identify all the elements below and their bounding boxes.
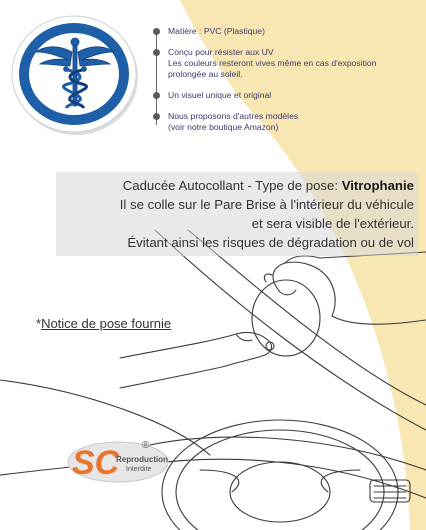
feature-text: Les couleurs resteront vives même en cas d'exposition (168, 58, 377, 68)
bullet-dot (153, 113, 160, 120)
logo-line-2: Interdite (126, 466, 152, 473)
info-line-2: Il se colle sur le Pare Brise à l'intérieur du véhicule (119, 197, 414, 212)
sc-logo-icon (66, 432, 176, 488)
feature-text: prolongée au soleil. (168, 69, 243, 79)
feature-text: (voir notre boutique Amazon) (168, 122, 279, 132)
feature-list (150, 26, 424, 143)
logo-registered-mark: ® (142, 440, 150, 451)
bullet-dot (153, 92, 160, 99)
bullet-dot (153, 49, 160, 56)
logo-letters: SC (72, 444, 120, 482)
logo-line-1: Reproduction (116, 455, 168, 464)
feature-item (150, 90, 424, 101)
installation-type: Vitrophanie (341, 178, 414, 193)
feature-item (150, 26, 424, 37)
notice-asterisk: * (36, 316, 42, 331)
feature-item (150, 47, 424, 80)
notice-label: Notice de pose fournie (41, 316, 172, 331)
feature-text: Un visuel unique et original (168, 90, 272, 100)
caduceus-sticker (6, 8, 142, 140)
installation-info-box (56, 172, 418, 256)
info-line-1-prefix: Caducée Autocollant - Type de pose: (122, 178, 342, 193)
windshield-installation-illustration (0, 230, 426, 530)
info-line-3: et sera visible de l'extérieur. (251, 216, 414, 231)
feature-item (150, 111, 424, 133)
feature-text: Nous proposons d'autres modèles (168, 111, 299, 121)
feature-text: Conçu pour résister aux UV (168, 47, 274, 57)
info-line-1 (56, 176, 414, 195)
notice-text (36, 316, 171, 331)
feature-text: Matière : PVC (Plastique) (168, 26, 265, 36)
bullet-dot (153, 28, 160, 35)
info-line-4: Évitant ainsi les risques de dégradation ou de vol (127, 235, 414, 250)
